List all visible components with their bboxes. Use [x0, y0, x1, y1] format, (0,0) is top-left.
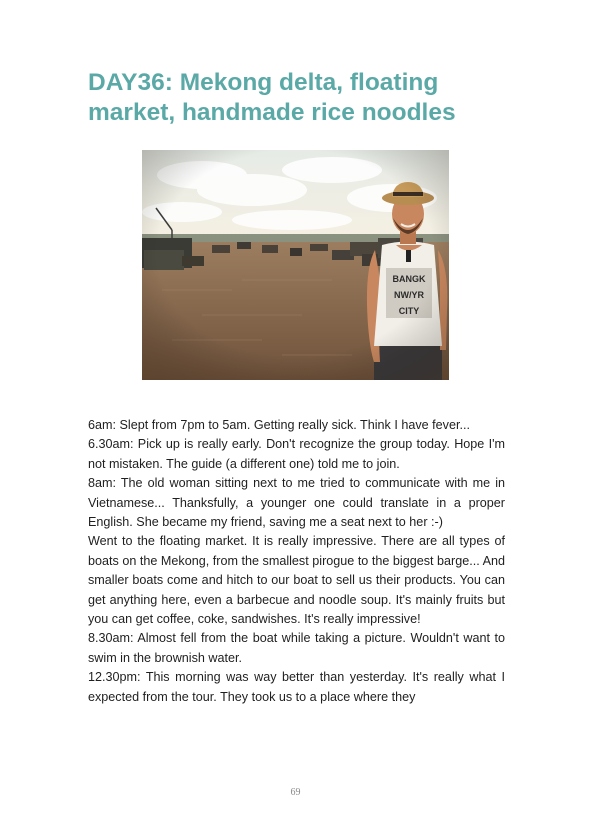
entry-6am: 6am: Slept from 7pm to 5am. Getting really sick. Think I have fever... — [88, 418, 470, 432]
travel-photo — [142, 150, 449, 380]
entry-830am: 8.30am: Almost fell from the boat while taking a picture. Wouldn't want to swim in the brownish water. — [88, 631, 505, 665]
entry-630am: 6.30am: Pick up is really early. Don't recognize the group today. Hope I'm not mistaken. The guide (a different one) told me to join. — [88, 437, 505, 471]
journal-body — [88, 416, 505, 707]
page-number: 69 — [290, 787, 301, 798]
page-title: DAY36: Mekong delta, floating market, handmade rice noodles — [88, 69, 456, 126]
floating-market-photo — [142, 150, 449, 380]
entry-8am: 8am: The old woman sitting next to me tried to communicate with me in Vietnamese... Thanksfully, a younger one could translate in a proper English. She became my friend, saving me a seat next to her :-) — [88, 476, 505, 530]
entry-1230pm: 12.30pm: This morning was way better than yesterday. It's really what I expected from the tour. They took us to a place where they — [88, 670, 505, 704]
entry-floating-market: Went to the floating market. It is really impressive. There are all types of boats on the Mekong, from the smallest pirogue to the biggest barge... And smaller boats come and hitch to our boat to sell us their products. You can get anything here, even a barbecue and noodle soup. It's mainly fruits but you can get coffee, coke, sandwishes. It's really impressive! — [88, 534, 505, 627]
